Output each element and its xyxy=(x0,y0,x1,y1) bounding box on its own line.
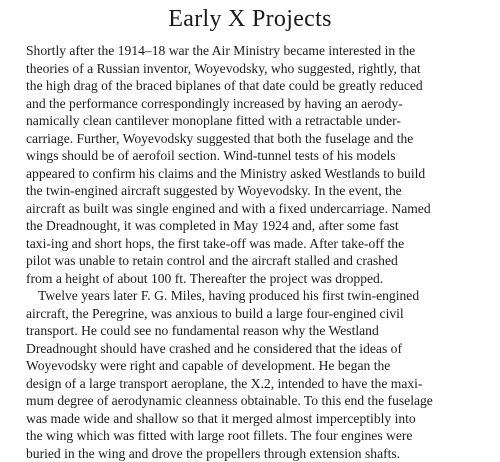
text-line: Dreadnought should have crashed and he considered that the ideas of xyxy=(26,340,496,358)
text-line: from a height of about 100 ft. Thereafter the project was dropped. xyxy=(26,270,496,288)
body-text xyxy=(26,42,496,462)
text-line: aircraft as built was single engined and with a fixed undercarriage. Named xyxy=(26,200,496,218)
text-line: the wing which was fitted with large root fillets. The four engines were xyxy=(26,427,496,445)
text-line: transport. He could see no fundamental reason why the Westland xyxy=(26,322,496,340)
text-line: the high drag of the braced biplanes of that date could be greatly reduced xyxy=(26,77,496,95)
text-line: mum degree of aerodynamic cleanness obtainable. To this end the fuselage xyxy=(26,392,496,410)
text-line: taxi-ing and short hops, the first take-off was made. After take-off the xyxy=(26,235,496,253)
text-line: wings should be of aerofoil section. Wind-tunnel tests of his models xyxy=(26,147,496,165)
text-line: buried in the wing and drove the propellers through extension shafts. xyxy=(26,445,496,462)
text-line: theories of a Russian inventor, Woyevodsky, who suggested, rightly, that xyxy=(26,60,496,78)
text-line: Shortly after the 1914–18 war the Air Ministry became interested in the xyxy=(26,42,496,60)
text-line: the twin-engined aircraft suggested by Woyevodsky. In the event, the xyxy=(26,182,496,200)
text-line: pilot was unable to retain control and the aircraft stalled and crashed xyxy=(26,252,496,270)
paragraph-2 xyxy=(26,287,496,462)
text-line: Woyevodsky were right and capable of development. He began the xyxy=(26,357,496,375)
text-line: Twelve years later F. G. Miles, having produced his first twin-engined xyxy=(26,287,496,305)
text-line: design of a large transport aeroplane, the X.2, intended to have the maxi- xyxy=(26,375,496,393)
text-line: aircraft, the Peregrine, was anxious to build a large four-engined civil xyxy=(26,305,496,323)
paragraph-1 xyxy=(26,42,496,287)
text-line: was made wide and shallow so that it merged almost imperceptibly into xyxy=(26,410,496,428)
page-title: Early X Projects xyxy=(0,5,500,33)
text-line: namically clean cantilever monoplane fitted with a retractable under- xyxy=(26,112,496,130)
text-line: the Dreadnought, it was completed in May 1924 and, after some fast xyxy=(26,217,496,235)
text-line: appeared to confirm his claims and the Ministry asked Westlands to build xyxy=(26,165,496,183)
text-line: and the performance correspondingly increased by having an aerody- xyxy=(26,95,496,113)
text-line: carriage. Further, Woyevodsky suggested that both the fuselage and the xyxy=(26,130,496,148)
